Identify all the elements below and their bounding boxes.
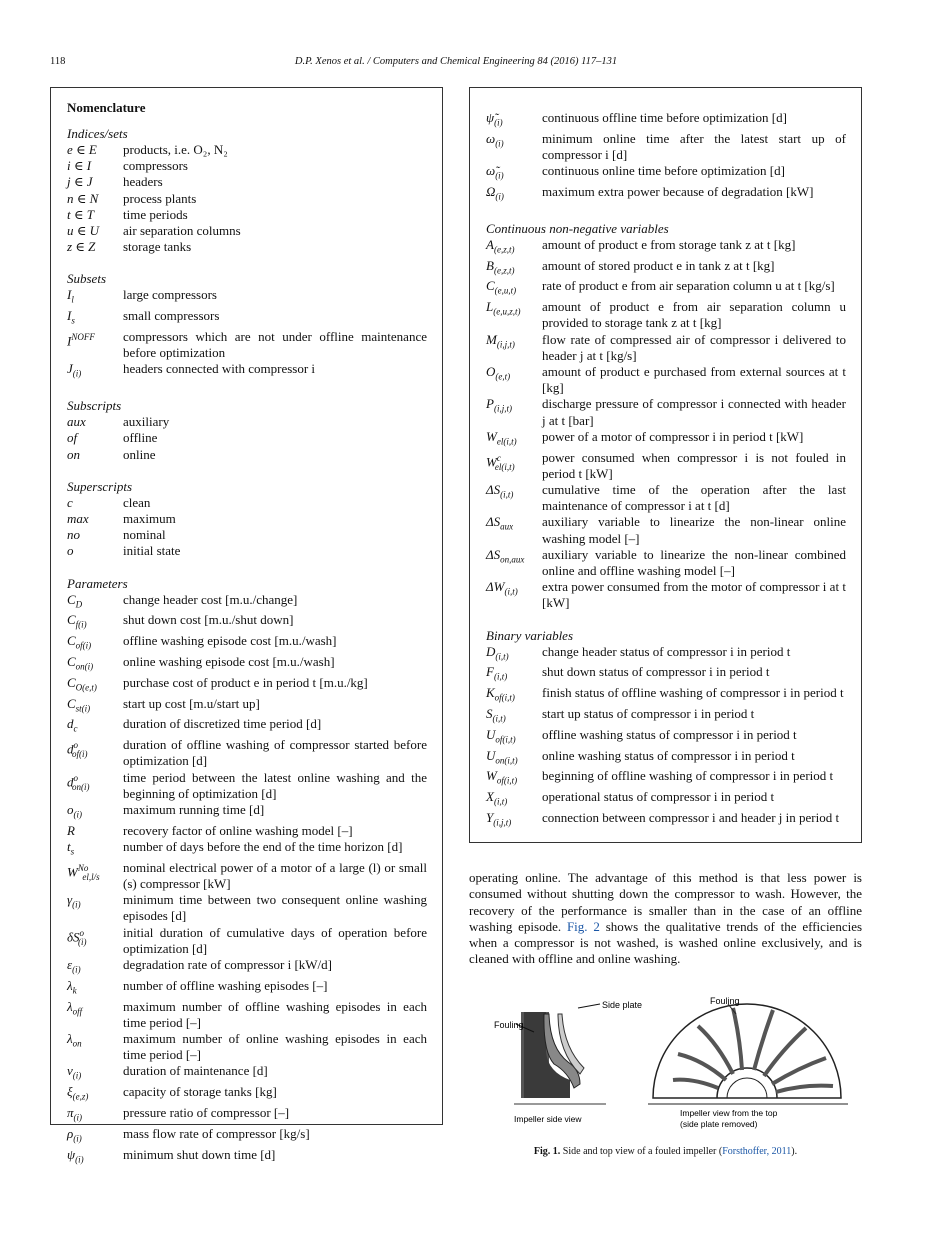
caption-ref-link[interactable]: Forsthoffer, 2011 (722, 1146, 792, 1157)
parameters-list (67, 592, 427, 1168)
superscripts-heading: Superscripts (67, 478, 132, 494)
nomenclature-entry (67, 174, 427, 190)
entry-symbol: $W_{of(i,t)}$ (486, 768, 518, 787)
nomenclature-entry (486, 664, 846, 685)
subsets-heading: Subsets (67, 271, 106, 287)
entry-symbol: $C_D$ (67, 591, 83, 610)
entry-symbol: $C_{st(i)}$ (67, 695, 91, 714)
page-number: 118 (50, 56, 66, 67)
entry-definition: continuous online time before optimization [d] (542, 163, 785, 179)
entry-symbol: $\pi_{(i)}$ (67, 1105, 83, 1123)
nomenclature-entry (67, 860, 427, 892)
entry-definition: amount of product e purchased from external sources at t [kg] (542, 364, 846, 396)
nomenclature-entry (67, 978, 427, 999)
nomenclature-entry (67, 207, 427, 223)
entry-symbol: $\omega_{(i)}$ (486, 130, 504, 149)
body-paragraph (469, 870, 862, 968)
nomenclature-entry (67, 675, 427, 696)
entry-symbol: z ∈ Z (67, 239, 96, 255)
entry-definition: offline washing status of compressor i in period t (542, 726, 797, 742)
entry-symbol: $\rho_{(i)}$ (67, 1125, 82, 1144)
entry-symbol: $\delta S^o_{(i)}$ (67, 927, 87, 947)
superscripts-list (67, 495, 427, 560)
entry-definition: amount of product e from storage tank z at t [kg] (542, 236, 796, 252)
figure-caption (469, 1146, 862, 1157)
entry-definition: compressors (123, 158, 188, 174)
entry-symbol: $d_c$ (67, 716, 78, 735)
binary-list (486, 644, 846, 831)
entry-definition: time period between the latest online washing and the beginning of optimization [d] (123, 769, 427, 801)
entry-definition: auxiliary (123, 414, 170, 430)
entry-definition: shut down cost [m.u./shut down] (123, 612, 294, 628)
entry-definition: online (123, 446, 156, 462)
nomenclature-entry (67, 925, 427, 957)
entry-definition: power consumed when compressor i is not fouled in period t [kW] (542, 449, 846, 481)
entry-definition: process plants (123, 190, 197, 206)
entry-symbol: $\Omega_{(i)}$ (486, 184, 504, 202)
entry-definition: maximum number of offline washing episodes in each time period [–] (123, 998, 427, 1030)
entry-symbol: $\xi_{(e,z)}$ (67, 1084, 89, 1102)
nomenclature-entry (486, 131, 846, 163)
entry-symbol: $U_{of(i,t)}$ (486, 726, 516, 745)
entry-definition: nominal (123, 527, 166, 543)
entry-definition: start up cost [m.u/start up] (123, 695, 260, 711)
nomenclature-entry (67, 737, 427, 769)
entry-symbol: $W_{el(i,t)}$ (486, 428, 517, 447)
entry-definition: compressors which are not under offline maintenance before optimization (123, 329, 427, 361)
nomenclature-entry (486, 184, 846, 205)
indices-heading: Indices/sets (67, 126, 128, 141)
nomenclature-entry (486, 364, 846, 396)
binary-heading: Binary variables (486, 627, 574, 643)
subsets-list (67, 287, 427, 382)
entry-symbol: $C_{(e,u,t)}$ (486, 278, 517, 296)
entry-symbol: $A_{(e,z,t)}$ (486, 236, 515, 255)
entry-symbol: $I_l$ (67, 287, 74, 306)
entry-symbol: $\lambda_{on}$ (67, 1031, 82, 1049)
entry-definition: beginning of offline washing of compressor i in period t (542, 768, 834, 784)
entry-definition: time periods (123, 206, 188, 222)
entry-symbol: $U_{on(i,t)}$ (486, 747, 518, 766)
entry-definition: capacity of storage tanks [kg] (123, 1084, 277, 1100)
entry-definition: operational status of compressor i in period t (542, 789, 775, 805)
entry-symbol: $o_{(i)}$ (67, 802, 82, 820)
nomenclature-entry (486, 450, 846, 482)
nomenclature-entry (67, 716, 427, 737)
entry-symbol: i ∈ I (67, 158, 92, 174)
entry-symbol: t ∈ T (67, 206, 94, 222)
nomenclature-entry (486, 110, 846, 131)
label-top-view-2: (side plate removed) (680, 1119, 758, 1129)
journal-citation: D.P. Xenos et al. / Computers and Chemical Engineering 84 (2016) 117–131 (294, 56, 618, 67)
nomenclature-entry (486, 748, 846, 769)
entry-definition: number of days before the end of the time horizon [d] (123, 839, 403, 855)
label-fouling-left: Fouling (494, 1020, 524, 1030)
nomenclature-entry (486, 644, 846, 665)
entry-definition: large compressors (123, 287, 217, 303)
entry-definition: storage tanks (123, 239, 192, 255)
entry-definition: offline washing episode cost [m.u./wash] (123, 633, 337, 649)
entry-definition: online washing episode cost [m.u./wash] (123, 654, 335, 670)
nomenclature-entry (67, 892, 427, 924)
nomenclature-title: Nomenclature (67, 100, 146, 115)
nomenclature-entry (67, 770, 427, 802)
nomenclature-entry (486, 429, 846, 450)
entry-symbol: u ∈ U (67, 223, 100, 239)
nomenclature-entry (67, 1147, 427, 1168)
entry-symbol: $I_s$ (67, 308, 75, 326)
nomenclature-entry (486, 396, 846, 428)
entry-symbol: $C_{O(e,t)}$ (67, 674, 97, 693)
entry-symbol: e ∈ E (67, 142, 97, 157)
entry-symbol: $F_{(i,t)}$ (486, 664, 508, 683)
entry-symbol: R (67, 822, 75, 838)
nomenclature-entry (67, 1031, 427, 1063)
entry-definition: headers (123, 174, 163, 190)
entry-symbol: $X_{(i,t)}$ (486, 789, 508, 807)
nomenclature-entry (486, 768, 846, 789)
entry-definition: minimum time between two consequent online washing episodes [d] (123, 892, 427, 924)
entry-definition: maximum extra power because of degradation [kW] (542, 184, 814, 199)
nomenclature-entry (67, 511, 427, 527)
entry-symbol: $J_{(i)}$ (67, 361, 82, 380)
entry-definition: maximum (123, 511, 176, 527)
nomenclature-entry (67, 1063, 427, 1084)
parameters-heading: Parameters (67, 575, 128, 591)
nomenclature-entry (67, 495, 427, 511)
nomenclature-entry (67, 957, 427, 978)
entry-symbol: $D_{(i,t)}$ (486, 643, 509, 662)
entry-symbol: of (67, 430, 78, 446)
nomenclature-entry (486, 685, 846, 706)
nomenclature-entry (67, 361, 427, 382)
entry-definition: online washing status of compressor i in period t (542, 747, 795, 763)
entry-symbol: $d^o_{on(i)}$ (67, 772, 90, 792)
entry-definition: power of a motor of compressor i in period t [kW] (542, 428, 804, 444)
nomenclature-entry (67, 823, 427, 839)
entry-definition: duration of maintenance [d] (123, 1063, 268, 1079)
nomenclature-entry (486, 163, 846, 184)
entry-symbol: $\lambda_k$ (67, 977, 77, 996)
entry-definition: rate of product e from air separation column u at t [kg/s] (542, 278, 835, 294)
entry-definition: clean (123, 494, 151, 510)
entry-symbol: $O_{(e,t)}$ (486, 364, 511, 382)
body-text-1: operating online. The advantage of this method is that less power is consumed without shutting down the compressor to wash. However, the recovery of the performance is smaller than in the case of an offline washing episode. (469, 870, 862, 934)
parameters-cont-list (486, 110, 846, 205)
nomenclature-entry (486, 706, 846, 727)
nomenclature-entry (67, 633, 427, 654)
continuous-heading: Continuous non-negative variables (486, 220, 669, 236)
subscripts-heading: Subscripts (67, 398, 122, 414)
entry-symbol: $\lambda_{off}$ (67, 998, 83, 1017)
entry-symbol: $\gamma_{(i)}$ (67, 892, 81, 910)
entry-symbol: $L_{(e,u,z,t)}$ (486, 299, 521, 317)
fig2-link[interactable]: Fig. 2 (566, 918, 600, 934)
entry-definition: discharge pressure of compressor i connected with header j at t [bar] (542, 396, 846, 428)
entry-symbol: on (67, 446, 80, 462)
continuous-list (486, 237, 846, 612)
entry-definition: change header cost [m.u./change] (123, 591, 298, 607)
entry-symbol: $C_{on(i)}$ (67, 654, 94, 672)
nomenclature-entry (486, 299, 846, 331)
entry-definition: start up status of compressor i in period t (542, 706, 755, 722)
entry-symbol: $B_{(e,z,t)}$ (486, 257, 515, 276)
caption-end: ). (791, 1146, 798, 1157)
nomenclature-entry (67, 308, 427, 329)
nomenclature-entry (67, 142, 427, 158)
nomenclature-entry (486, 258, 846, 279)
nomenclature-entry (67, 1126, 427, 1147)
label-fouling-top: Fouling (710, 996, 740, 1006)
entry-definition: continuous offline time before optimization [d] (542, 110, 787, 125)
entry-symbol: j ∈ J (67, 174, 93, 190)
entry-definition: change header status of compressor i in period t (542, 643, 791, 659)
entry-symbol: $\Delta S_{on,aux}$ (486, 546, 525, 565)
nomenclature-entry (486, 237, 846, 258)
impeller-side-view-drawing (514, 1004, 606, 1104)
entry-definition: shut down status of compressor i in period t (542, 664, 770, 680)
nomenclature-entry (486, 332, 846, 364)
entry-definition: maximum running time [d] (123, 802, 265, 818)
entry-definition: recovery factor of online washing model [–] (123, 822, 353, 838)
entry-symbol: $\nu_{(i)}$ (67, 1063, 82, 1082)
nomenclature-entry (67, 999, 427, 1031)
nomenclature-entry (67, 654, 427, 675)
caption-label: Fig. 1. (533, 1146, 561, 1157)
nomenclature-entry (67, 612, 427, 633)
nomenclature-entry (67, 696, 427, 717)
running-header (50, 56, 862, 72)
entry-symbol: $I^{NOFF}$ (67, 332, 95, 349)
entry-symbol: no (67, 527, 80, 543)
nomenclature-entry (67, 414, 427, 430)
entry-symbol: max (67, 511, 89, 527)
entry-symbol: $\varepsilon_{(i)}$ (67, 957, 81, 975)
nomenclature-entry (67, 1105, 427, 1126)
entry-definition: purchase cost of product e in period t [m.u./kg] (123, 674, 368, 690)
nomenclature-entry (67, 592, 427, 613)
entry-definition: duration of discretized time period [d] (123, 716, 322, 732)
label-side-view: Impeller side view (514, 1114, 582, 1124)
entry-symbol: $M_{(i,j,t)}$ (486, 331, 515, 350)
entry-definition: connection between compressor i and header j in period t (542, 810, 840, 826)
entry-definition: flow rate of compressed air of compressor i delivered to header j at t [kg/s] (542, 331, 846, 363)
entry-definition: number of offline washing episodes [–] (123, 977, 328, 993)
nomenclature-entry (67, 802, 427, 823)
entry-symbol: o (67, 543, 74, 559)
entry-symbol: $K_{of(i,t)}$ (486, 685, 515, 703)
impeller-top-view-drawing (648, 1004, 848, 1104)
entry-definition: air separation columns (123, 223, 241, 239)
entry-definition: maximum number of online washing episodes in each time period [–] (123, 1031, 427, 1063)
entry-definition: products, i.e. O₂, N₂ (123, 142, 228, 157)
entry-symbol: $t_s$ (67, 839, 75, 857)
entry-symbol: $\Delta S_{aux}$ (486, 514, 514, 533)
entry-definition: amount of product e from air separation column u provided to storage tank z at t [kg] (542, 299, 846, 331)
entry-symbol: $W^c_{el(i,t)}$ (486, 452, 515, 472)
entry-symbol: $W^{No}_{el,l/s}$ (67, 862, 100, 882)
entry-definition: auxiliary variable to linearize the non-linear combined online and offline washing model [–] (542, 546, 846, 579)
nomenclature-entry (67, 287, 427, 308)
entry-definition: initial duration of cumulative days of operation before optimization [d] (123, 924, 427, 956)
entry-symbol: $\omegã_{(i)}$ (486, 163, 504, 181)
nomenclature-box-left (50, 87, 443, 1165)
nomenclature-entry (486, 514, 846, 546)
entry-definition: initial state (123, 543, 181, 559)
entry-definition: minimum shut down time [d] (123, 1146, 276, 1162)
nomenclature-entry (486, 789, 846, 810)
entry-symbol: $\Delta W_{(i,t)}$ (486, 579, 518, 597)
entry-definition: small compressors (123, 308, 220, 324)
entry-symbol: n ∈ N (67, 190, 99, 206)
entry-symbol: $S_{(i,t)}$ (486, 706, 506, 724)
impeller-figure (488, 992, 848, 1132)
body-text-2: shows the qualitative trends of the efficiencies when a compressor is not washed, is washed online exclusively, and is cleaned with offline and online washing. (469, 918, 863, 967)
entry-definition: auxiliary variable to linearize the non-linear online washing model [–] (542, 514, 846, 546)
entry-symbol: $\Delta S_{(i,t)}$ (486, 482, 514, 500)
indices-list (67, 142, 427, 255)
entry-symbol: $P_{(i,j,t)}$ (486, 396, 512, 414)
entry-symbol: aux (67, 414, 86, 430)
entry-definition: degradation rate of compressor i [kW/d] (123, 957, 333, 973)
nomenclature-entry (486, 727, 846, 748)
nomenclature-entry (67, 158, 427, 174)
entry-definition: nominal electrical power of a motor of a large (l) or small (s) compressor [kW] (123, 859, 427, 892)
nomenclature-entry (67, 329, 427, 361)
nomenclature-entry (67, 430, 427, 446)
entry-symbol: $\psĩ_{(i)}$ (486, 110, 503, 128)
nomenclature-entry (486, 547, 846, 579)
nomenclature-entry (486, 482, 846, 514)
entry-symbol: c (67, 494, 73, 510)
nomenclature-entry (67, 223, 427, 239)
nomenclature-entry (67, 191, 427, 207)
subscripts-list (67, 414, 427, 463)
label-top-view-1: Impeller view from the top (680, 1108, 778, 1118)
nomenclature-entry (67, 1084, 427, 1105)
entry-definition: extra power consumed from the motor of compressor i at t [kW] (542, 579, 846, 611)
entry-definition: cumulative time of the operation after the last maintenance of compressor i at t [d] (542, 482, 846, 514)
nomenclature-entry (67, 239, 427, 255)
entry-symbol: $Y_{(i,j,t)}$ (486, 810, 512, 828)
nomenclature-entry (486, 278, 846, 299)
nomenclature-entry (486, 810, 846, 831)
entry-definition: amount of stored product e in tank z at t [kg] (542, 257, 775, 273)
nomenclature-entry (67, 839, 427, 860)
caption-text: Side and top view of a fouled impeller ( (562, 1146, 723, 1157)
entry-symbol: $\psi_{(i)}$ (67, 1146, 84, 1165)
nomenclature-entry (67, 543, 427, 559)
entry-definition: mass flow rate of compressor [kg/s] (123, 1125, 310, 1141)
entry-definition: duration of offline washing of compressor started before optimization [d] (123, 737, 427, 769)
entry-definition: headers connected with compressor i (123, 361, 316, 377)
label-side-plate: Side plate (602, 1000, 643, 1010)
entry-symbol: $C_{of(i)}$ (67, 633, 92, 651)
entry-definition: finish status of offline washing of compressor i in period t (542, 685, 844, 701)
nomenclature-box-right (469, 87, 862, 843)
nomenclature-entry (67, 447, 427, 463)
nomenclature-entry (67, 527, 427, 543)
entry-definition: minimum online time after the latest start up of compressor i [d] (542, 130, 846, 162)
entry-definition: offline (123, 430, 158, 446)
entry-definition: pressure ratio of compressor [–] (123, 1105, 290, 1121)
nomenclature-entry (486, 579, 846, 611)
entry-symbol: $C_{f(i)}$ (67, 612, 87, 631)
entry-symbol: $d^o_{of(i)}$ (67, 740, 88, 760)
